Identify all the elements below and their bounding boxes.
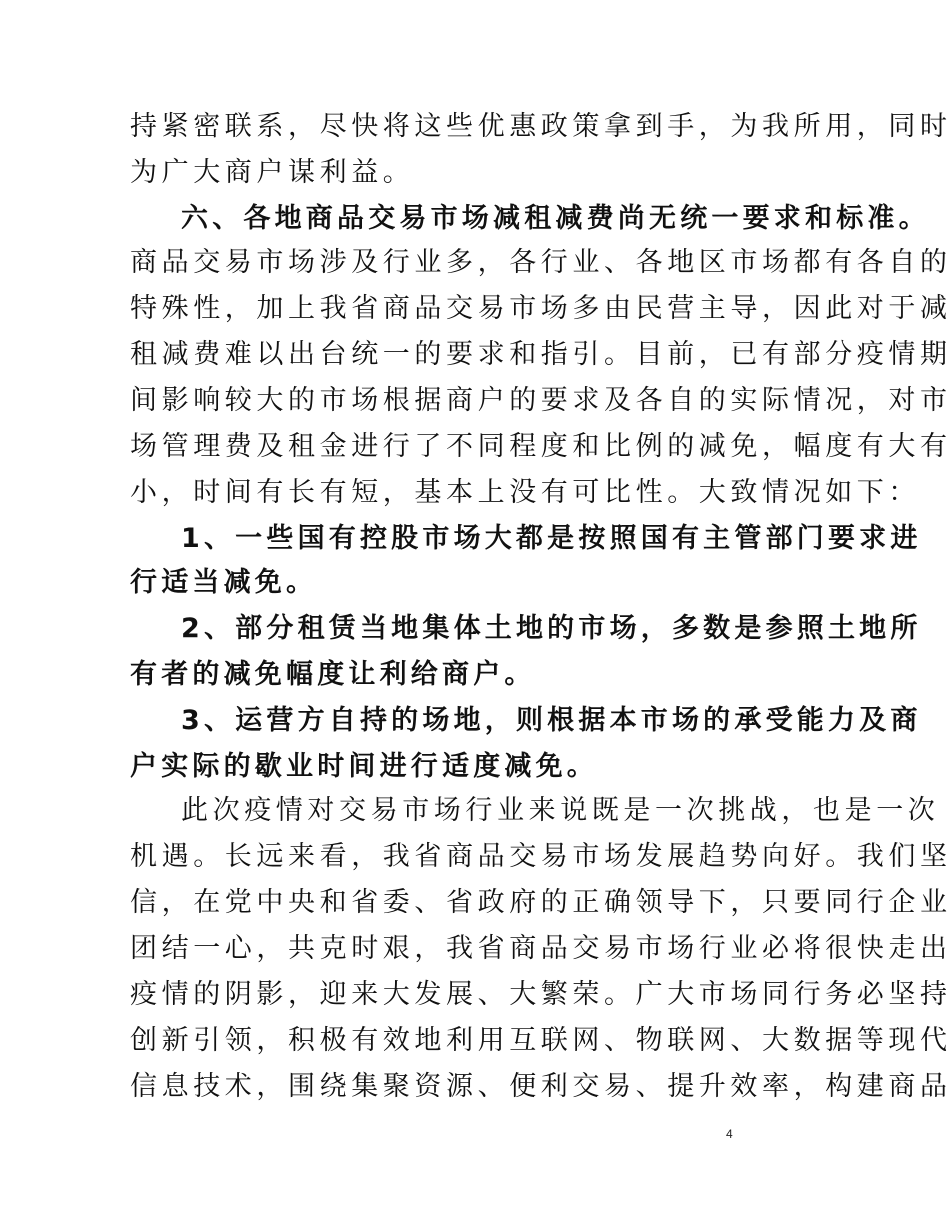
page-number: 4 <box>726 1127 733 1141</box>
list-item-heading: 3、运营方自持的场地，则根据本市场的承受能力及商 <box>181 705 922 736</box>
text-line: 特殊性，加上我省商品交易市场多由民营主导，因此对于减 <box>130 293 952 324</box>
text-line: 租减费难以出台统一的要求和指引。目前，已有部分疫情期 <box>130 339 952 370</box>
list-item-heading: 2、部分租赁当地集体土地的市场，多数是参照土地所 <box>181 613 922 644</box>
text-line: 疫情的阴影，迎来大发展、大繁荣。广大市场同行务必坚持 <box>130 979 952 1010</box>
text-line: 为广大商户谋利益。 <box>130 157 415 188</box>
text-line: 团结一心，共克时艰，我省商品交易市场行业必将很快走出 <box>130 933 952 964</box>
text-line: 创新引领，积极有效地利用互联网、物联网、大数据等现代 <box>130 1025 952 1056</box>
text-line: 小，时间有长有短，基本上没有可比性。大致情况如下： <box>130 477 920 508</box>
text-line: 信息技术，围绕集聚资源、便利交易、提升效率，构建商品 <box>130 1071 952 1102</box>
list-item-continuation: 行适当减免。 <box>130 567 318 598</box>
text-line: 机遇。长远来看，我省商品交易市场发展趋势向好。我们坚 <box>130 841 952 872</box>
text-line: 间影响较大的市场根据商户的要求及各自的实际情况，对市 <box>130 385 952 416</box>
section-heading: 六、各地商品交易市场减租减费尚无统一要求和标准。 <box>181 203 930 234</box>
text-line: 场管理费及租金进行了不同程度和比例的减免，幅度有大有 <box>130 431 952 462</box>
list-item-heading: 1、一些国有控股市场大都是按照国有主管部门要求进 <box>181 523 922 554</box>
text-line: 持紧密联系，尽快将这些优惠政策拿到手，为我所用，同时 <box>130 111 952 142</box>
paragraph-start: 此次疫情对交易市场行业来说既是一次挑战，也是一次 <box>181 795 940 826</box>
list-item-continuation: 有者的减免幅度让利给商户。 <box>130 659 536 690</box>
text-line: 商品交易市场涉及行业多，各行业、各地区市场都有各自的 <box>130 247 952 278</box>
list-item-continuation: 户实际的歇业时间进行适度减免。 <box>130 751 598 782</box>
text-line: 信，在党中央和省委、省政府的正确领导下，只要同行企业 <box>130 887 952 918</box>
